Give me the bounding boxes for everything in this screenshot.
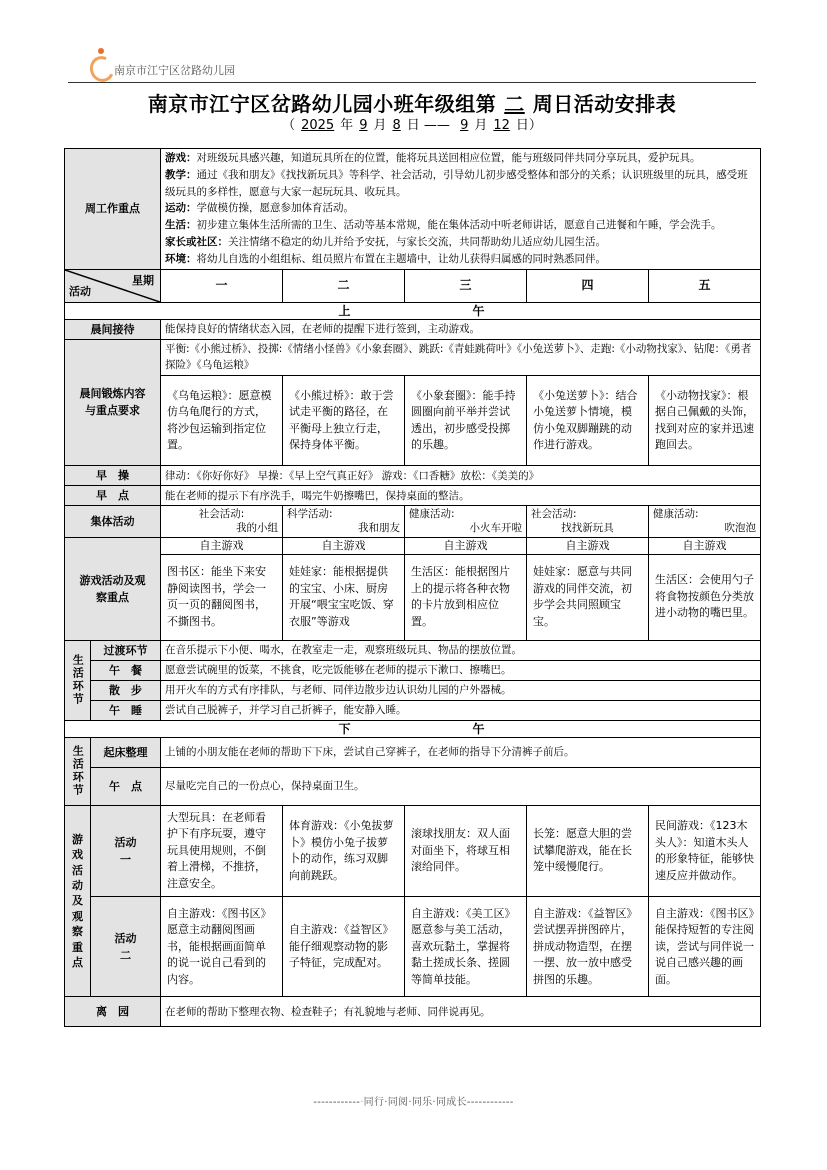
paren-open: （ [282,118,296,133]
afternoon-life-label: 午 点 [91,767,161,805]
exercise-summary-row [65,339,761,376]
year: 2025 [301,118,335,133]
weekly-focus-content [161,149,761,270]
game-cell: 图书区：能坐下来安静阅读图书，学会一页一页的翻阅图书，不撕图书。 [161,554,283,640]
life-row-text: 在音乐提示下小便、喝水，在教室走一走，观察班级玩具、物品的摆放位置。 [161,640,761,660]
page-title [64,88,760,117]
exercise-day-cell: 《乌龟运粮》：愿意模仿乌龟爬行的方式，将沙包运输到指定位置。 [161,376,283,466]
day-tue: 二 [283,269,405,302]
leaving-text: 在老师的帮助下整理衣物、检查鞋子；有礼貌地与老师、同伴说再见。 [161,997,761,1027]
life-row-text: 尝试自己脱裤子，并学习自己折裤子，能安静入睡。 [161,700,761,720]
corner-cell [65,269,161,302]
focus-item [165,167,756,201]
date-range [64,114,760,133]
life-row-label: 散 步 [91,680,161,700]
end-month: 9 [460,118,469,133]
life-row [65,680,761,700]
day-thu: 四 [527,269,649,302]
group-activity-cell [161,506,283,537]
focus-text: 关注情绪不稳定的幼儿并给予安抚，与家长交流，共同帮助幼儿适应幼儿园生活。 [228,235,606,248]
activity2-label: 活动二 [91,897,161,997]
logo-text: 南京市江宁区岔路幼儿园 [114,64,235,77]
activity-type: 健康活动: [409,508,455,521]
activity2-cell: 自主游戏：《益智区》尝试摆弄拼图碎片，拼成动物造型，在摆一摆、放一放中感受拼图的乐趣。 [527,897,649,997]
activity-name: 找找新玩具 [561,522,614,535]
game-title: 自主游戏 [405,537,527,554]
game-cell: 生活区：会使用勺子将食物按颜色分类放进小动物的嘴巴里。 [649,554,761,640]
reception-label: 晨间接待 [65,319,161,339]
group-activity-label: 集体活动 [65,506,161,537]
activity1-label: 活动一 [91,805,161,897]
exercise-day-cell: 《小兔送萝卜》：结合小兔送萝卜情境，模仿小兔双脚蹦跳的动作进行游戏。 [527,376,649,466]
focus-item [165,234,756,251]
header-divider [68,82,756,83]
afternoon-life-group-label: 生活环节 [65,737,91,805]
group-activity-cell [283,506,405,537]
exercise-day-cell: 《小动物找家》：根据自己佩戴的头饰，找到对应的家并迅速跑回去。 [649,376,761,466]
life-row-label: 午 餐 [91,660,161,680]
reception-text: 能保持良好的情绪状态入园，在老师的提醒下进行签到，主动游戏。 [161,319,761,339]
day-header-row [65,269,761,302]
afternoon-life-row [65,767,761,805]
footer-dashes-left: ------------ [313,1097,361,1108]
activity1-cell: 大型玩具：在老师看护下有序玩耍，遵守玩具使用规则，不倒着上滑梯，不推挤，注意安全。 [161,805,283,897]
start-day: 8 [392,118,401,133]
section-right: 午 [472,721,487,736]
exercise-day-cell: 《小象套圈》：能手持圆圈向前平举并尝试透出，初步感受投掷的乐趣。 [405,376,527,466]
life-row-text: 愿意尝试碗里的饭菜，不挑食，吃完饭能够在老师的提示下漱口、擦嘴巴。 [161,660,761,680]
weekly-focus-label: 周工作重点 [65,149,161,270]
month-label: 月 [474,118,488,133]
life-row [65,660,761,680]
footer-motto-text: 同行·同阅·同乐·同成长 [363,1097,467,1108]
day-label: 日 [515,118,529,133]
snack-text: 能在老师的提示下有序洗手，喝完牛奶擦嘴巴，保持桌面的整洁。 [161,486,761,506]
day-label: 日 [406,118,420,133]
activity-type: 社会活动: [531,508,577,521]
paren-close: ） [528,118,542,133]
corner-weekday-label: 星期 [132,273,154,287]
school-logo [88,44,235,80]
game-cell: 生活区：能根据图片上的提示将各种衣物的卡片放到相应位置。 [405,554,527,640]
afternoon-games-label: 游戏活动及观察重点 [65,805,91,997]
game-title: 自主游戏 [283,537,405,554]
activity-name: 我的小组 [236,522,278,535]
exercise-days-row [65,376,761,466]
title-suffix: 周日活动安排表 [532,92,677,116]
morning-exercise-row [65,466,761,486]
games-title-row [65,537,761,554]
start-month: 9 [359,118,368,133]
focus-text: 将幼儿自选的小组组标、组员照片布置在主题墙中，让幼儿获得归属感的同时熟悉同伴。 [196,252,606,265]
schedule-table [64,148,761,1027]
activity-type: 健康活动: [653,508,699,521]
life-row [65,700,761,720]
activity-name: 吹泡泡 [724,522,757,535]
game-title: 自主游戏 [161,537,283,554]
focus-key: 家长或社区： [165,235,228,248]
game-title: 自主游戏 [649,537,761,554]
leaving-label: 离 园 [65,997,161,1027]
activity1-cell: 民间游戏：《123木头人》：知道木头人的形象特征，能够快速反应并做动作。 [649,805,761,897]
focus-key: 运动： [165,202,197,215]
focus-text: 初步建立集体生活所需的卫生、活动等基本常规，能在集体活动中听老师讲话，愿意自己进餐和午睡，学会洗手。 [196,219,722,232]
focus-item [165,150,756,167]
snack-label: 早 点 [65,486,161,506]
life-row-label: 过渡环节 [91,640,161,660]
reception-row [65,319,761,339]
focus-text: 学做模仿操，愿意参加体育活动。 [196,202,354,215]
activity-type: 社会活动: [198,508,245,521]
game-title: 自主游戏 [527,537,649,554]
game-cell: 娃娃家：能根据提供的宝宝、小床、厨房开展“喂宝宝吃饭、穿衣服”等游戏 [283,554,405,640]
focus-item [165,251,756,268]
game-cell: 娃娃家：愿意与共同游戏的同伴交流，初步学会共同照顾宝宝。 [527,554,649,640]
activity-name: 小火车开啦 [469,522,522,535]
focus-key: 生活： [165,219,197,232]
morning-exercise-label: 早 操 [65,466,161,486]
exercise-label: 晨间锻炼内容与重点要求 [65,339,161,466]
morning-section-label [65,302,761,319]
activity1-cell: 长笼：愿意大胆的尝试攀爬游戏，能在长笼中缓慢爬行。 [527,805,649,897]
activity-type: 科学活动: [287,508,333,521]
activity2-cell: 自主游戏：《图书区》愿意主动翻阅图画书，能根据画面简单的说一说自己看到的内容。 [161,897,283,997]
snack-row [65,486,761,506]
section-left: 上 [338,303,353,318]
section-left: 下 [338,721,353,736]
date-dash: —— [423,118,450,133]
title-prefix: 南京市江宁区岔路幼儿园小班年级组第 [147,92,497,116]
focus-key: 游戏： [165,152,197,164]
focus-item [165,217,756,234]
day-wed: 三 [405,269,527,302]
group-activity-cell [527,506,649,537]
end-day: 12 [493,118,510,133]
afternoon-life-label: 起床整理 [91,737,161,767]
exercise-summary: 平衡:《小熊过桥》、投掷:《情绪小怪兽》《小象套圈》、跳跃:《青蛙跳荷叶》《小兔送萝卜》、走跑:《小动物找家》、钻爬：《勇者探险》《乌龟运粮》 [161,339,761,376]
life-row-text: 用开火车的方式有序排队，与老师、同伴边散步边认识幼儿园的户外器械。 [161,680,761,700]
month-label: 月 [373,118,387,133]
activity1-cell: 滚球找朋友：双人面对面坐下，将球互相滚给同伴。 [405,805,527,897]
activity1-cell: 体育游戏：《小兔拔萝卜》模仿小兔子拔萝卜的动作，练习双脚向前跳跃。 [283,805,405,897]
afternoon-section-label [65,720,761,737]
life-group-label: 生活环节 [65,640,91,720]
afternoon-life-text: 上铺的小朋友能在老师的帮助下下床，尝试自己穿裤子，在老师的指导下分清裤子前后。 [161,737,761,767]
footer-dashes-right: ------------ [466,1097,514,1108]
games-content-row [65,554,761,640]
afternoon-activity2-row [65,897,761,997]
footer-motto [0,1093,827,1108]
afternoon-section-row [65,720,761,737]
afternoon-activity1-row [65,805,761,897]
group-activity-cell [649,506,761,537]
focus-text: 通过《我和朋友》《找找新玩具》等科学、社会活动，引导幼儿初步感受整体和部分的关系；认识班级里的玩具，感受班级玩具的多样性，愿意与大家一起玩玩具、收玩具。 [165,168,748,198]
focus-key: 教学： [165,168,197,181]
group-activity-cell [405,506,527,537]
life-row [65,640,761,660]
year-label: 年 [340,118,354,133]
afternoon-life-row [65,737,761,767]
morning-exercise-text: 律动：《你好你好》 早操：《早上空气真正好》 游戏：《口香糖》放松：《美美的》 [161,466,761,486]
group-activity-row [65,506,761,537]
morning-section-row [65,302,761,319]
activity2-cell: 自主游戏：《图书区》能保持短暂的专注阅读，尝试与同伴说一说自己感兴趣的画面。 [649,897,761,997]
focus-text: 对班级玩具感兴趣，知道玩具所在的位置，能将玩具送回相应位置，能与班级同伴共同分享玩具，爱护玩具。 [196,152,701,164]
weekly-focus-row [65,149,761,270]
day-mon: 一 [161,269,283,302]
life-row-label: 午 睡 [91,700,161,720]
activity2-cell: 自主游戏：《益智区》能仔细观察动物的影子特征，完成配对。 [283,897,405,997]
logo-icon [88,46,112,80]
activity-name: 我和朋友 [358,522,400,535]
afternoon-life-text: 尽量吃完自己的一份点心，保持桌面卫生。 [161,767,761,805]
focus-item [165,200,756,217]
day-fri: 五 [649,269,761,302]
section-right: 午 [472,303,487,318]
exercise-day-cell: 《小熊过桥》：敢于尝试走平衡的路径，在平衡母上独立行走，保持身体平衡。 [283,376,405,466]
focus-key: 环境： [165,252,197,265]
activity2-cell: 自主游戏：《美工区》愿意参与美工活动，喜欢玩黏土，掌握将黏土搓成长条、搓圆等简单技能。 [405,897,527,997]
leaving-row [65,997,761,1027]
footer-dot: · [360,1097,364,1108]
games-label: 游戏活动及观察重点 [65,537,161,640]
corner-activity-label: 活动 [69,284,91,298]
week-number: 二 [504,92,525,116]
